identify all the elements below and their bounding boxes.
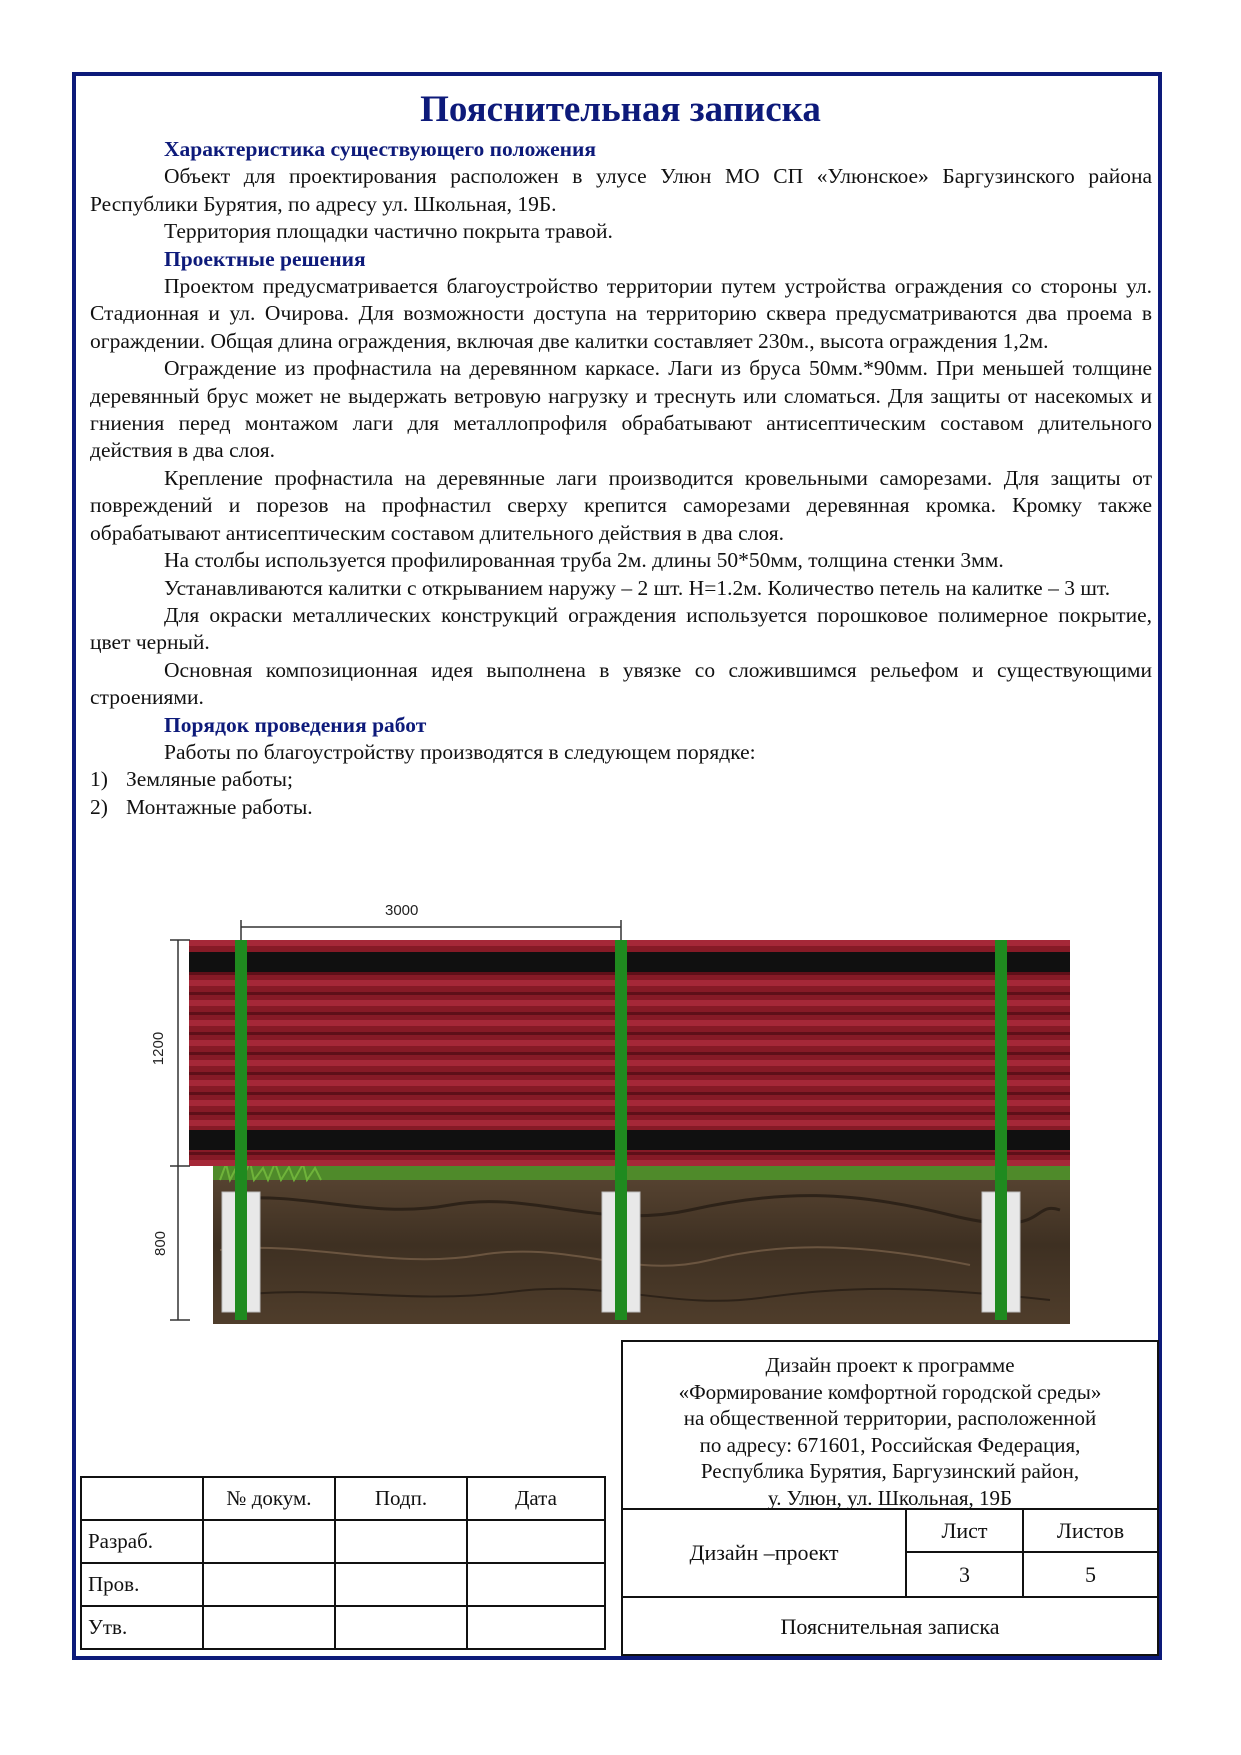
stamp-row-label: Пров. bbox=[81, 1563, 203, 1606]
body-text bbox=[90, 136, 1152, 821]
paragraph: Проектом предусматривается благоустройство территории путем устройства ограждения со стороны ул. Стадионная и ул. Очирова. Для возможности доступа на территорию сквера предусматриваются два проема в ограждении. Общая длина ограждения, включая две калитки составляет 230м., высота ограждения 1,2м. bbox=[90, 274, 1152, 353]
section-heading: Порядок проведения работ bbox=[164, 712, 427, 737]
stamp-header: Подп. bbox=[335, 1477, 467, 1520]
fence-post bbox=[995, 940, 1007, 1320]
stamp-row-label: Разраб. bbox=[81, 1520, 203, 1563]
fence-black-band bbox=[189, 1130, 1070, 1150]
signature-table bbox=[80, 1476, 606, 1650]
project-description bbox=[623, 1342, 1157, 1510]
fence-black-band bbox=[189, 952, 1070, 972]
stamp-cell bbox=[203, 1606, 335, 1649]
list-number: 1) bbox=[90, 767, 108, 792]
stamp-header: № докум. bbox=[203, 1477, 335, 1520]
list-text: Монтажные работы. bbox=[126, 794, 313, 819]
description-line: Дизайн проект к программе bbox=[765, 1353, 1015, 1377]
stamp-cell bbox=[467, 1606, 605, 1649]
section-heading: Проектные решения bbox=[164, 246, 366, 271]
sheet-label: Лист bbox=[907, 1510, 1024, 1553]
paragraph: На столбы используется профилированная труба 2м. длины 50*50мм, толщина стенки 3мм. bbox=[164, 548, 1004, 573]
sheet-value: 3 bbox=[907, 1553, 1024, 1596]
stamp-cell bbox=[335, 1606, 467, 1649]
paragraph: Работы по благоустройству производятся в следующем порядке: bbox=[164, 739, 756, 764]
dim-depth-label: 800 bbox=[152, 1230, 170, 1257]
stamp-cell bbox=[203, 1520, 335, 1563]
work-list bbox=[90, 766, 1152, 821]
fence-post bbox=[235, 940, 247, 1320]
paragraph: Основная композиционная идея выполнена в увязке со сложившимся рельефом и существующими строениями. bbox=[90, 657, 1152, 710]
description-line: «Формирование комфортной городской среды» bbox=[678, 1379, 1102, 1404]
stamp-cell bbox=[335, 1563, 467, 1606]
stamp-cell bbox=[203, 1563, 335, 1606]
description-line: на общественной территории, расположенной bbox=[683, 1406, 1097, 1430]
paragraph: Крепление профнастила на деревянные лаги производится кровельными саморезами. Для защиты от повреждений и порезов на профнастил сверху крепится саморезами деревянная кромка. Кромку также обрабатывают антисептическим составом длительного действия в два слоя. bbox=[90, 465, 1152, 545]
paragraph: Территория площадки частично покрыта травой. bbox=[164, 219, 613, 244]
stamp-cell bbox=[335, 1520, 467, 1563]
description-line: Республика Бурятия, Баргузинский район, bbox=[700, 1459, 1080, 1483]
fence-drawing bbox=[150, 900, 1070, 1340]
description-line: по адресу: 671601, Российская Федерация, bbox=[699, 1432, 1081, 1457]
list-number: 2) bbox=[90, 794, 108, 819]
paragraph: Ограждение из профнастила на деревянном каркасе. Лаги из бруса 50мм.*90мм. При меньшей толщине деревянный брус может не выдержать ветровую нагрузку и треснуть или сломаться. Для защиты от насекомых и гниения перед монтажом лаги для металлопрофиля обрабатывают антисептическим составом длительного действия в два слоя. bbox=[90, 356, 1152, 463]
document-name: Пояснительная записка bbox=[623, 1596, 1157, 1656]
sheets-value: 5 bbox=[1085, 1561, 1096, 1587]
list-text: Земляные работы; bbox=[126, 767, 293, 792]
soil bbox=[213, 1166, 1070, 1324]
grass bbox=[213, 1166, 1070, 1180]
paragraph: Объект для проектирования расположен в улусе Улюн МО СП «Улюнское» Баргузинского района Республики Бурятия, по адресу ул. Школьная, 19Б. bbox=[90, 164, 1152, 216]
paragraph: Устанавливаются калитки с открыванием наружу – 2 шт. Н=1.2м. Количество петель на калитке – 3 шт. bbox=[164, 575, 1111, 600]
stamp-header: Дата bbox=[467, 1477, 605, 1520]
design-label: Дизайн –проект bbox=[623, 1510, 907, 1596]
list-item bbox=[90, 794, 1152, 821]
fence-post bbox=[615, 940, 627, 1320]
section-heading: Характеристика существующего положения bbox=[164, 137, 597, 161]
stamp-cell bbox=[81, 1477, 203, 1520]
dim-span-label: 3000 bbox=[385, 902, 419, 919]
list-item bbox=[90, 766, 1152, 793]
description-line: у. Улюн, ул. Школьная, 19Б bbox=[767, 1485, 1013, 1510]
stamp-cell bbox=[467, 1520, 605, 1563]
title-block bbox=[621, 1340, 1159, 1656]
stamp-row-label: Утв. bbox=[81, 1606, 203, 1649]
dim-height-label: 1200 bbox=[150, 1031, 168, 1066]
page-title: Пояснительная записка bbox=[420, 89, 821, 130]
fence-illustration bbox=[150, 900, 1070, 1340]
stamp-cell bbox=[467, 1563, 605, 1606]
paragraph: Для окраски металлических конструкций ограждения используется порошковое полимерное покрытие, цвет черный. bbox=[90, 602, 1152, 655]
sheets-label: Листов bbox=[1024, 1510, 1157, 1553]
